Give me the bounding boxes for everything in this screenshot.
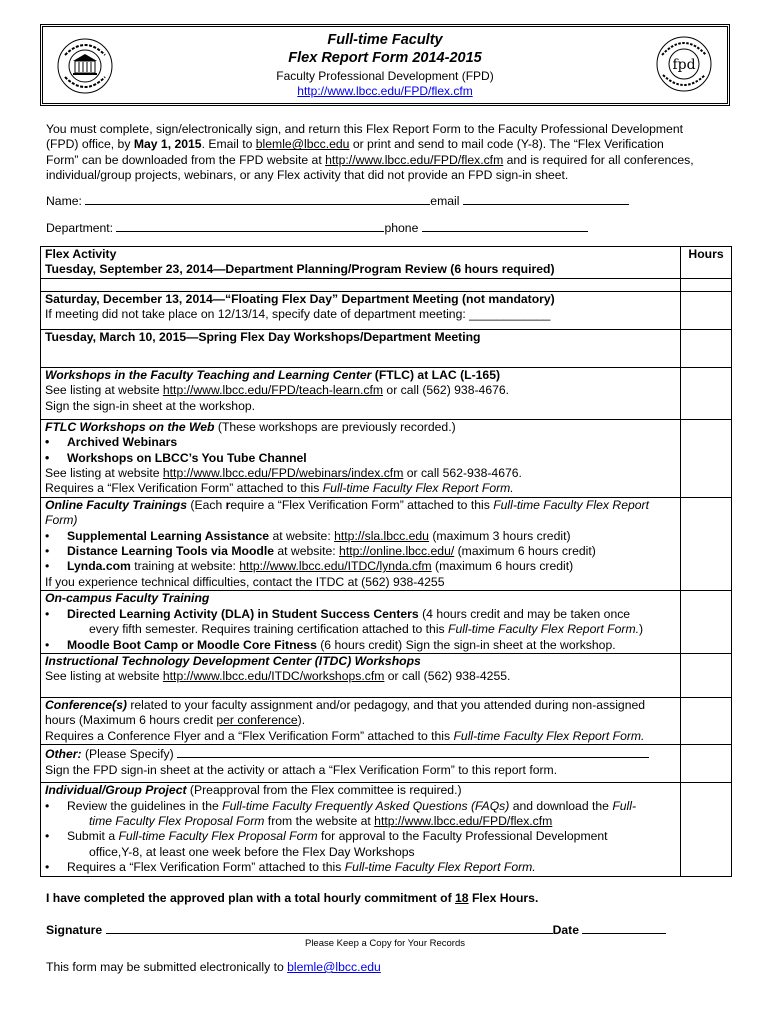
commitment-statement: I have completed the approved plan with a total hourly commitment of 18 Flex Hours. [46, 891, 539, 905]
department-label: Department: [46, 221, 117, 235]
submit-email-link[interactable]: blemle@lbcc.edu [287, 960, 381, 974]
form-header [40, 24, 730, 106]
table-row: On-campus Faculty Training • Directed Learning Activity (DLA) in Student Success Centers (4 hours credit and may be taken once every fifth semester. Requires training certification attached to this Full-time Faculty Flex Report Form.) • Moodle Boot Camp or Moodle Core Fitness (6 hours credit) Sign the sign-in sheet at the workshop. [41, 591, 732, 654]
itdc-workshops-link[interactable]: http://www.lbcc.edu/ITDC/workshops.cfm [162, 669, 385, 684]
name-field[interactable] [85, 192, 430, 205]
hours-input[interactable] [681, 745, 732, 783]
table-row: Instructional Technology Development Center (ITDC) Workshops See listing at website http://www.lbcc.edu/ITDC/workshops.cfm or call (562) 938-4255. [41, 653, 732, 697]
phone-field[interactable] [422, 219, 588, 232]
table-row: Saturday, December 13, 2014—“Floating Flex Day” Department Meeting (not mandatory) If meeting did not take place on 12/13/14, specify date of department meeting: ____________ [41, 291, 732, 329]
name-label: Name: [46, 194, 86, 208]
table-row: Conference(s) related to your faculty assignment and/or pedagogy, and that you attended during non-assigned hours (Maximum 6 hours credit per conference). Requires a Conference Flyer and a “Flex Verification Form” attached to this Full-time Faculty Flex Report Form. [41, 697, 732, 744]
flex-page-link[interactable]: http://www.lbcc.edu/FPD/flex.cfm [297, 84, 473, 98]
department-phone-row [46, 219, 588, 236]
hours-input[interactable] [681, 497, 732, 590]
activity-column-header: Flex Activity Tuesday, September 23, 2014—Department Planning/Program Review (6 hours required) [41, 247, 681, 279]
email-field[interactable] [463, 192, 629, 205]
hours-input[interactable] [681, 697, 732, 744]
name-email-row [46, 192, 629, 209]
hours-input[interactable] [681, 291, 732, 329]
teach-learn-link[interactable]: http://www.lbcc.edu/FPD/teach-learn.cfm [162, 383, 384, 398]
hours-input[interactable] [681, 653, 732, 697]
total-hours: 18 [455, 891, 469, 905]
form-subtitle: Faculty Professional Development (FPD) [276, 69, 494, 83]
flex-form-link[interactable]: http://www.lbcc.edu/FPD/flex.cfm [325, 152, 504, 167]
fpd-seal-icon [655, 35, 713, 93]
sla-link[interactable]: http://sla.lbcc.edu [334, 528, 429, 543]
hours-input[interactable] [681, 783, 732, 876]
webinars-link[interactable]: http://www.lbcc.edu/FPD/webinars/index.cfm [162, 466, 404, 481]
signature-field[interactable] [106, 921, 553, 934]
flex-proposal-link[interactable]: http://www.lbcc.edu/FPD/flex.cfm [374, 813, 553, 828]
phone-label: phone [384, 221, 422, 235]
table-row: Other: (Please Specify) Sign the FPD sign-in sheet at the activity or attach a “Flex Verification Form” to this report form. [41, 745, 732, 783]
contact-email-link[interactable]: blemle@lbcc.edu [255, 137, 350, 152]
keep-copy-note: Please Keep a Copy for Your Records [304, 938, 465, 949]
table-row: Individual/Group Project (Preapproval from the Flex committee is required.) • Review the guidelines in the Full-time Faculty Frequently Asked Questions (FAQs) and download the Full- time Faculty Flex Proposal Form from the website at http://www.lbcc.edu/FPD/flex.cfm • Submit a Full-time Faculty Flex Proposal Form for approval to the Faculty Professional Development office,Y-8, at least one week before the Flex Day Workshops • Requires a “Flex Verification Form” attached to this Full-time Faculty Flex Report Form. [41, 783, 732, 876]
flex-activity-table [40, 246, 732, 877]
hours-input[interactable] [681, 419, 732, 497]
submission-note: This form may be submitted electronically to blemle@lbcc.edu [46, 960, 381, 974]
floating-flex-day-title: Saturday, December 13, 2014—“Floating Flex Day” Department Meeting (not mandatory) [45, 291, 555, 306]
table-row [41, 329, 732, 367]
signature-label: Signature [46, 923, 106, 937]
table-row: Online Faculty Trainings (Each require a “Flex Verification Form” attached to this Full-time Faculty Flex Report Form) • Supplemental Learning Assistance at website: http://sla.lbcc.edu (maximum 3 hours credit) • Distance Learning Tools via Moodle at website: http://online.lbcc.edu/ (maximum 6 hours credit) • Lynda.com training at website: http://www.lbcc.edu/ITDC/lynda.cfm (maximum 6 hours credit) If you experience technical difficulties, contact the ITDC at (562) 938-4255 [41, 497, 732, 590]
hours-input[interactable] [681, 367, 732, 419]
department-field[interactable] [116, 219, 384, 232]
due-date: May 1, 2015 [133, 137, 202, 152]
hours-column-header: Hours [681, 247, 732, 279]
moodle-link[interactable]: http://online.lbcc.edu/ [339, 544, 455, 559]
form-title-line-2: Flex Report Form 2014-2015 [288, 50, 482, 66]
hours-input[interactable] [681, 591, 732, 654]
table-row: Workshops in the Faculty Teaching and Learning Center (FTLC) at LAC (L-165) See listing at website http://www.lbcc.edu/FPD/teach-learn.cfm or call (562) 938-4676. Sign the sign-in sheet at the workshop. [41, 367, 732, 419]
email-label: email [430, 194, 463, 208]
date-field[interactable] [582, 921, 666, 934]
instructions-paragraph: You must complete, sign/electronically sign, and return this Flex Report Form to the Faculty Professional Development (FPD) office, by May 1, 2015. Email to blemle@lbcc.edu or print and send to mail code (Y-8). The “Flex Verification Form” can be downloaded from the FPD website at http://www.lbcc.edu/FPD/flex.cfm and is required for all conferences, individual/group projects, webinars, or any Flex activity that did not provide an FPD sign-in sheet. [46, 122, 694, 183]
table-row: FTLC Workshops on the Web (These workshops are previously recorded.) • Archived Webinars • Workshops on LBCC’s You Tube Channel See listing at website http://www.lbcc.edu/FPD/webinars/index.cfm or call 562-938-4676. Requires a “Flex Verification Form” attached to this Full-time Faculty Flex Report Form. [41, 419, 732, 497]
date-label: Date [552, 923, 583, 937]
spring-flex-day-title: Tuesday, March 10, 2015—Spring Flex Day Workshops/Department Meeting [45, 329, 481, 344]
other-specify-field[interactable] [177, 745, 649, 758]
hours-input[interactable] [681, 278, 732, 291]
lynda-link[interactable]: http://www.lbcc.edu/ITDC/lynda.cfm [239, 559, 432, 574]
form-title-line-1: Full-time Faculty [327, 32, 443, 48]
hours-input[interactable] [681, 329, 732, 367]
planning-row: Tuesday, September 23, 2014—Department Planning/Program Review (6 hours required) [45, 262, 555, 277]
fpd-seal-text: fpd [672, 57, 696, 73]
